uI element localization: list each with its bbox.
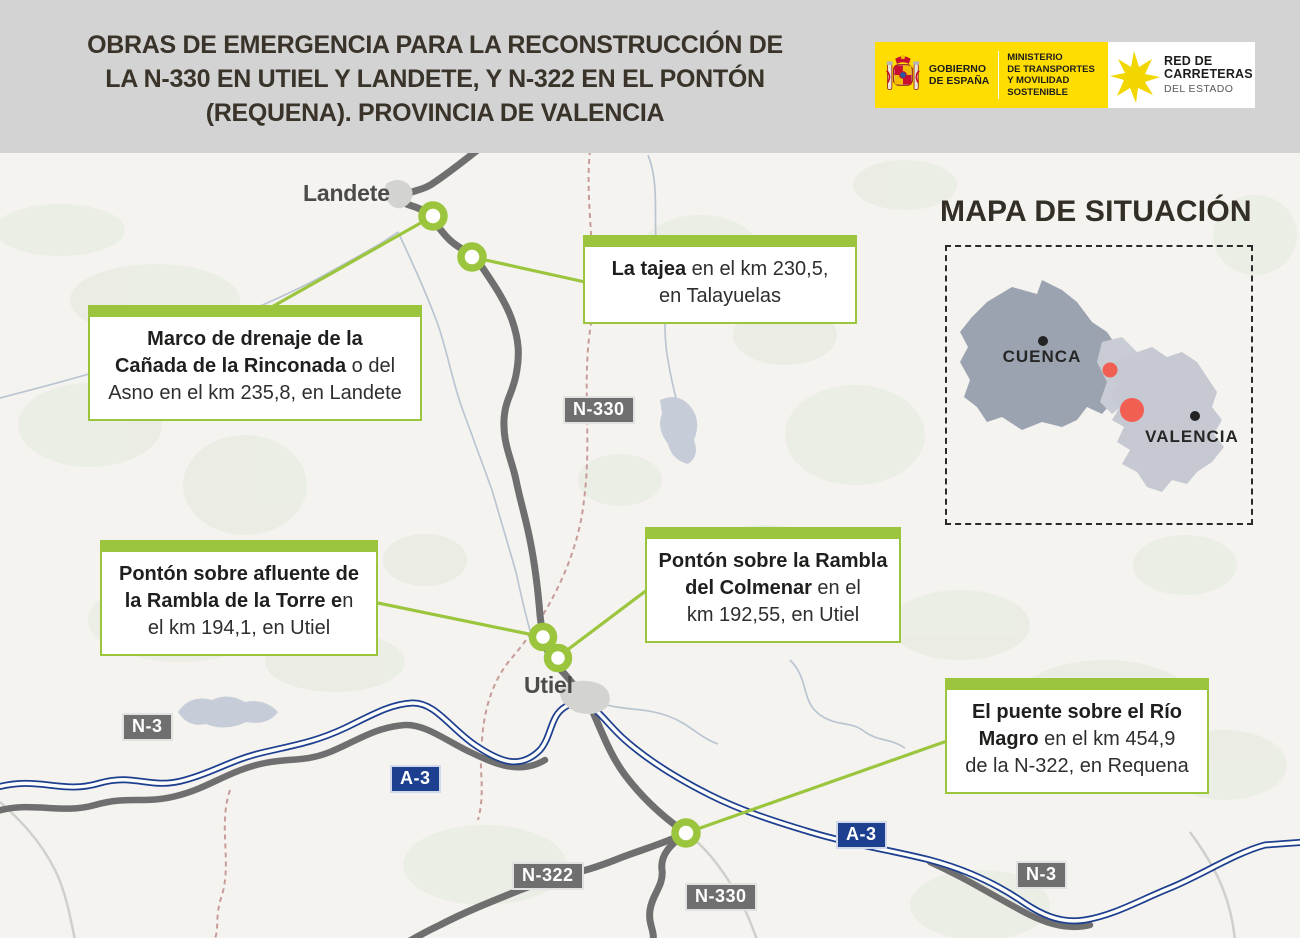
shield-n330-north: N-330 bbox=[563, 396, 635, 424]
ministerio-label: MINISTERIO DE TRANSPORTES Y MOVILIDAD SOSTENIBLE bbox=[1007, 52, 1095, 98]
callout-green-bar bbox=[102, 542, 376, 552]
town-shapes bbox=[385, 180, 610, 714]
callout-green-bar bbox=[647, 529, 899, 539]
callout-green-bar bbox=[585, 237, 855, 247]
logo-strip bbox=[875, 42, 1255, 108]
shield-a3-west: A-3 bbox=[390, 765, 441, 793]
title-line-3: (REQUENA). PROVINCIA DE VALENCIA bbox=[205, 99, 665, 127]
callout-green-bar bbox=[947, 680, 1207, 690]
town-label-landete: Landete bbox=[303, 180, 390, 206]
marker-canada-rinconada bbox=[422, 205, 444, 227]
province-valencia-shape bbox=[1107, 347, 1224, 492]
shield-n322: N-322 bbox=[512, 862, 584, 890]
marker-rio-magro bbox=[675, 822, 697, 844]
coat-of-arms-icon bbox=[885, 50, 921, 100]
marker-rambla-torre bbox=[533, 627, 554, 648]
shield-a3-east: A-3 bbox=[836, 821, 887, 849]
callout-ponton-colmenar: Pontón sobre la Rambla del Colmenar en el km 192,55, en Utiel bbox=[645, 527, 901, 643]
callout-puente-rio-magro: El puente sobre el Río Magro en el km 454,9 de la N-322, en Requena bbox=[945, 678, 1209, 794]
inset-title: MAPA DE SITUACIÓN bbox=[940, 195, 1252, 228]
valencia-city-dot bbox=[1190, 411, 1200, 421]
red-carreteras-label: RED DE CARRETERAS DEL ESTADO bbox=[1164, 53, 1253, 95]
callout-green-bar bbox=[90, 307, 420, 317]
inset-provinces bbox=[947, 247, 1251, 523]
town-label-utiel: Utiel bbox=[524, 672, 573, 698]
page-title bbox=[30, 28, 840, 130]
callout-marco-drenaje: Marco de drenaje de la Cañada de la Rinconada o del Asno en el km 235,8, en Landete bbox=[88, 305, 422, 421]
cuenca-city-dot bbox=[1038, 336, 1048, 346]
star-icon bbox=[1108, 47, 1160, 103]
callout-la-tajea: La tajea en el km 230,5, en Talayuelas bbox=[583, 235, 857, 324]
inset-label-valencia: VALENCIA bbox=[1145, 427, 1239, 446]
shield-n330-south: N-330 bbox=[685, 883, 757, 911]
marker-la-tajea bbox=[461, 246, 483, 268]
work-zone-dot-large bbox=[1120, 398, 1144, 422]
callout-ponton-rambla-torre: Pontón sobre afluente de la Rambla de la Torre en el km 194,1, en Utiel bbox=[100, 540, 378, 656]
map-area bbox=[0, 153, 1300, 938]
shield-n3-west: N-3 bbox=[122, 713, 173, 741]
inset-label-cuenca: CUENCA bbox=[1002, 347, 1082, 366]
red-carreteras-logo bbox=[1108, 42, 1255, 108]
logo-divider bbox=[998, 51, 999, 99]
marker-rambla-colmenar bbox=[548, 648, 569, 669]
gobierno-label: GOBIERNO DE ESPAÑA bbox=[928, 63, 990, 87]
header bbox=[0, 0, 1300, 153]
situation-map-inset bbox=[945, 245, 1253, 525]
title-line-2: LA N-330 EN UTIEL Y LANDETE, Y N-322 EN EL PONTÓN bbox=[105, 65, 765, 93]
shield-n3-east: N-3 bbox=[1016, 861, 1067, 889]
title-line-1: OBRAS DE EMERGENCIA PARA LA RECONSTRUCCIÓN DE bbox=[87, 31, 783, 59]
gobierno-logo bbox=[875, 42, 1108, 108]
